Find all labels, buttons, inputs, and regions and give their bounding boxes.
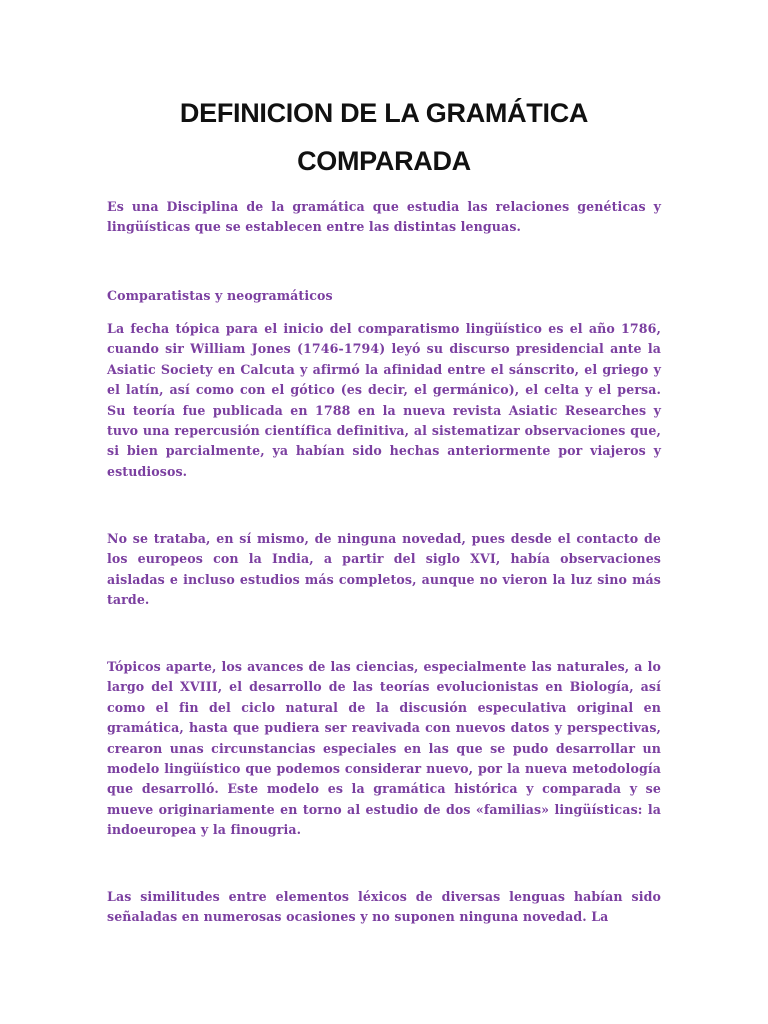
- title-line-1: DEFINICION DE LA GRAMÁTICA: [179, 98, 589, 128]
- paragraph-2: No se trataba, en sí mismo, de ninguna novedad, pues desde el contacto de los europeos con la India, a partir del siglo XVI, había observaciones aisladas e incluso estudios más completos, aunque no vieron la luz sino más tarde.: [107, 531, 661, 608]
- paragraph-1: La fecha tópica para el inicio del comparatismo lingüístico es el año 1786, cuando sir William Jones (1746-1794) leyó su discurso presidencial ante la Asiatic Society en Calcuta y afirmó la afinidad entre el sánscrito, el griego y el latín, así como con el gótico (es decir, el germánico), el celta y el persa. Su teoría fue publicada en 1788 en la nueva revista Asiatic Researches y tuvo una repercusión científica definitiva, al sistematizar observaciones que, si bien parcialmente, ya habían sido hechas anteriormente por viajeros y estudiosos.: [107, 321, 661, 479]
- intro-paragraph: Es una Disciplina de la gramática que estudia las relaciones genéticas y lingüísticas que se establecen entre las distintas lenguas.: [107, 199, 661, 235]
- paragraph-4: Las similitudes entre elementos léxicos de diversas lenguas habían sido señaladas en numerosas ocasiones y no suponen ninguna novedad. La: [107, 889, 661, 925]
- paragraph-3: Tópicos aparte, los avances de las ciencias, especialmente las naturales, a lo largo del XVIII, el desarrollo de las teorías evolucionistas en Biología, así como el fin del ciclo natural de la discusión especulativa original en gramática, hasta que pudiera ser reavivada con nuevos datos y perspectivas, crearon unas circunstancias especiales en las que se pudo desarrollar un modelo lingüístico que podemos considerar nuevo, por la nueva metodología que desarrolló. Este modelo es la gramática histórica y comparada y se mueve originariamente en torno al estudio de dos «familias» lingüísticas: la indoeuropea y la finougria.: [107, 659, 661, 838]
- section-heading: Comparatistas y neogramáticos: [107, 288, 333, 303]
- title-line-2: COMPARADA: [297, 146, 471, 176]
